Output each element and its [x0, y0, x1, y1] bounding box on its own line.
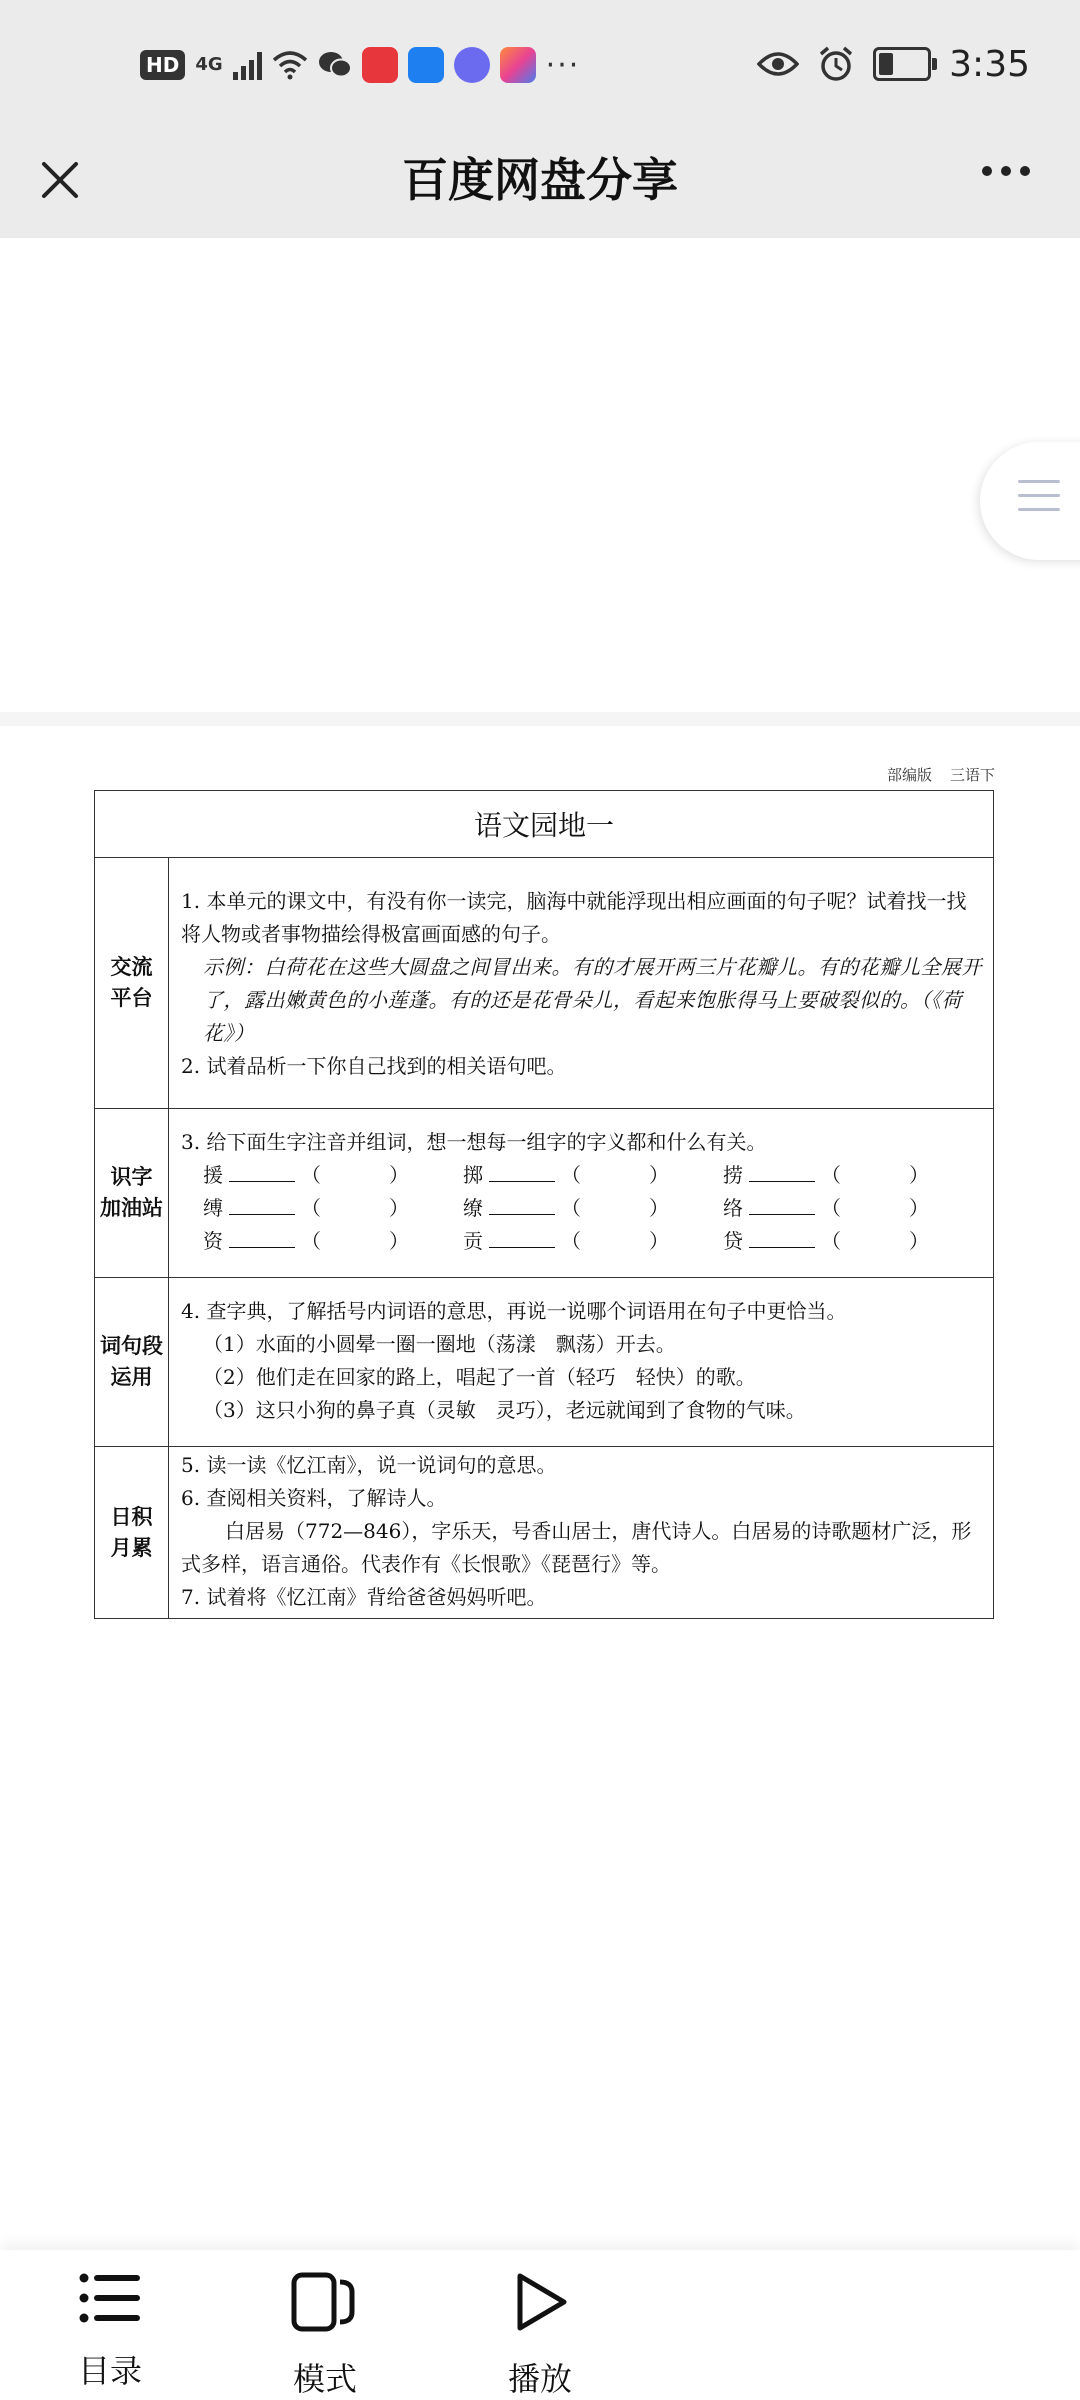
status-time: 3:35: [949, 43, 1030, 85]
wechat-icon: [318, 50, 352, 80]
eye-icon: [757, 50, 799, 78]
battery-icon: [873, 47, 931, 81]
section-content: [169, 1278, 994, 1447]
music-app-icon: [454, 47, 490, 83]
question-6: 6. 查阅相关资料，了解诗人。: [181, 1486, 447, 1510]
page-title: 百度网盘分享: [402, 153, 678, 207]
nav-contents-button[interactable]: [50, 2272, 170, 2392]
more-notifications-icon: ···: [545, 47, 581, 83]
section-literacy: [95, 1109, 994, 1278]
question-1: 1. 本单元的课文中，有没有你一读完，脑海中就能浮现出相应画面的句子呢？试着找一找将人物或者事物描绘得极富画面感的句子。: [181, 889, 967, 946]
top-bar: [0, 0, 1080, 238]
status-right: [757, 42, 1030, 86]
section-content: [169, 1447, 994, 1619]
char-cell: 络 （ ）: [723, 1196, 929, 1220]
cloud-app-icon: [408, 47, 444, 83]
question-7: 7. 试着将《忆江南》背给爸爸妈妈听吧。: [181, 1585, 547, 1609]
taobao-app-icon: [362, 47, 398, 83]
char-cell: 资 （ ）: [203, 1229, 409, 1253]
play-icon: [508, 2272, 572, 2332]
sentence-item: （2）他们走在回家的路上，唱起了一首（轻巧 轻快）的歌。: [203, 1365, 756, 1389]
wifi-icon: [272, 50, 308, 80]
section-exchange: [95, 858, 994, 1109]
mode-icon: [290, 2272, 360, 2332]
char-cell: 援 （ ）: [203, 1163, 409, 1187]
nav-label: 模式: [292, 2360, 357, 2398]
nav-label: 播放: [507, 2360, 572, 2398]
list-icon: [78, 2272, 142, 2324]
char-cell: 缭 （ ）: [463, 1196, 669, 1220]
page-divider: [0, 712, 1080, 726]
section-category: 识字 加油站: [95, 1109, 169, 1278]
section-usage: [95, 1278, 994, 1447]
more-options-icon[interactable]: [982, 166, 1030, 176]
worksheet-table: [94, 790, 994, 1619]
alarm-icon: [817, 45, 855, 83]
section-content: [169, 858, 994, 1109]
sentence-item: （3）这只小狗的鼻子真（灵敏 灵巧），老远就闻到了食物的气味。: [203, 1398, 806, 1422]
section-category: 交流 平台: [95, 858, 169, 1109]
grade-label: 三语下: [949, 766, 995, 784]
question-5: 5. 读一读《忆江南》，说一说词句的意思。: [181, 1453, 557, 1477]
char-cell: 捞 （ ）: [723, 1163, 929, 1187]
poet-bio: 白居易（772—846），字乐天，号香山居士，唐代诗人。白居易的诗歌题材广泛，形式多样，语言通俗。代表作有《长恨歌》《琵琶行》等。: [181, 1519, 972, 1576]
page-header: [0, 130, 1080, 238]
section-category: 日积 月累: [95, 1447, 169, 1619]
char-cell: 掷 （ ）: [463, 1163, 669, 1187]
document-tag: [840, 764, 995, 785]
bottom-nav: [0, 2250, 1080, 2400]
question-2: 2. 试着品析一下你自己找到的相关语句吧。: [181, 1054, 567, 1078]
section-accumulation: [95, 1447, 994, 1619]
char-cell: 贷 （ ）: [723, 1229, 929, 1253]
side-menu-button[interactable]: [980, 442, 1080, 560]
example-text: 示例：白荷花在这些大圆盘之间冒出来。有的才展开两三片花瓣儿。有的花瓣儿全展开了，露出嫩黄色的小莲蓬。有的还是花骨朵儿，看起来饱胀得马上要破裂似的。（《荷花》）: [203, 955, 982, 1045]
char-cell: 贡 （ ）: [463, 1229, 669, 1253]
worksheet-title: 语文园地一: [95, 791, 994, 858]
hamburger-icon: [1018, 480, 1060, 522]
edition-label: 部编版: [886, 766, 932, 784]
signal-icon: [233, 50, 262, 80]
sentence-item: （1）水面的小圆晕一圈一圈地（荡漾 飘荡）开去。: [203, 1332, 676, 1356]
section-category: 词句段 运用: [95, 1278, 169, 1447]
nav-label: 目录: [77, 2352, 142, 2390]
char-cell: 缚 （ ）: [203, 1196, 409, 1220]
network-type: 4G: [195, 54, 223, 75]
section-content: [169, 1109, 994, 1278]
question-3: 3. 给下面生字注音并组词，想一想每一组字的字义都和什么有关。: [181, 1130, 767, 1154]
hd-indicator: HD: [140, 50, 185, 80]
nav-mode-button[interactable]: [265, 2272, 385, 2400]
gallery-app-icon: [500, 47, 536, 83]
status-bar: [0, 0, 1080, 130]
character-grid: [181, 1159, 983, 1258]
nav-play-button[interactable]: [480, 2272, 600, 2400]
question-4: 4. 查字典，了解括号内词语的意思，再说一说哪个词语用在句子中更恰当。: [181, 1299, 847, 1323]
status-left: [140, 44, 580, 86]
